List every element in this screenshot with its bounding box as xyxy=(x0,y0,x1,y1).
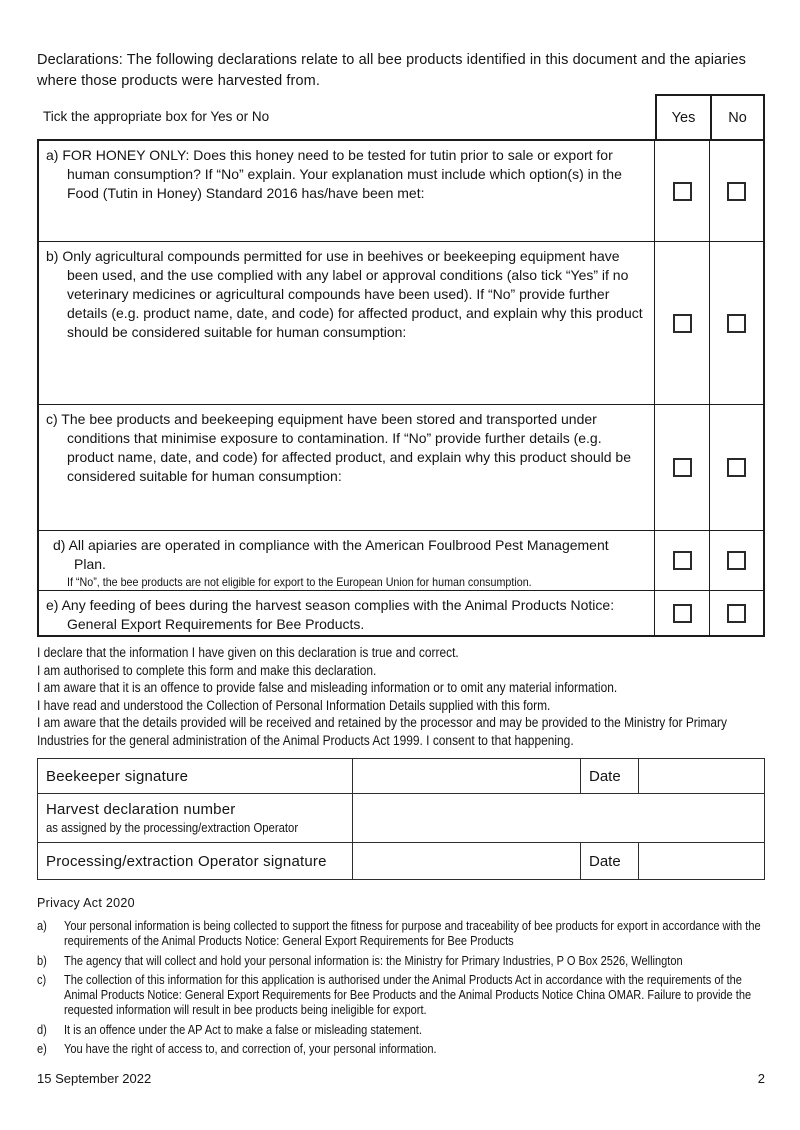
checkbox-e-no[interactable] xyxy=(727,604,746,623)
privacy-item-a-marker: a) xyxy=(37,919,47,933)
privacy-item-b xyxy=(37,954,765,969)
declaration-statement-1: I declare that the information I have given on this declaration is true and correct. xyxy=(37,645,459,660)
footer-date: 15 September 2022 xyxy=(37,1071,152,1086)
privacy-item-a xyxy=(37,919,765,950)
checkbox-c-no[interactable] xyxy=(727,458,746,477)
harvest-declaration-number-label: Harvest declaration number xyxy=(46,801,236,818)
declarations-table xyxy=(37,139,765,637)
signature-table xyxy=(37,758,765,880)
declaration-row-e-text: e) Any feeding of bees during the harvest season complies with the Animal Products Notice: General Export Requirements for Bee Products. xyxy=(39,591,655,635)
footer-page-number: 2 xyxy=(757,1071,765,1086)
declaration-row-a-text: a) FOR HONEY ONLY: Does this honey need to be tested for tutin prior to sale or export for human consumption? If “No” explain. Your explanation must include which option(s) in the Food (Tutin in Honey) Standard 2016 has/have been met: xyxy=(39,141,655,241)
privacy-item-a-text: Your personal information is being collected to support the fitness for purpose and traceability of bee products for export in accordance with the requirements of the Animal Products Notice: General Export Requirements for Bee Products xyxy=(63,919,761,949)
declaration-statements xyxy=(37,644,765,749)
operator-date-field[interactable] xyxy=(639,843,766,879)
harvest-declaration-number-field[interactable] xyxy=(353,794,766,842)
operator-date-label: Date xyxy=(581,843,639,879)
yes-column-header: Yes xyxy=(655,94,710,139)
beekeeper-signature-label: Beekeeper signature xyxy=(38,759,353,793)
tick-instruction: Tick the appropriate box for Yes or No xyxy=(43,109,270,124)
privacy-act-heading: Privacy Act 2020 xyxy=(37,896,135,910)
privacy-item-e-marker: e) xyxy=(37,1042,47,1057)
checkbox-a-yes[interactable] xyxy=(673,182,692,201)
privacy-item-c-text: The collection of this information for this application is authorised under the Animal Products Act in accordance with the requirements of the Animal Products Notice: General Export Requirements for Bee Products and the Animal Products Notice China OMAR. Failure to provide the requested information will result in bee products being ineligible for export. xyxy=(63,972,752,1018)
privacy-item-b-marker: b) xyxy=(37,953,47,968)
declaration-row-d-text: d) All apiaries are operated in compliance with the American Foulbrood Pest Management Plan. xyxy=(53,537,609,572)
declaration-row-e xyxy=(39,590,763,635)
checkbox-a-no[interactable] xyxy=(727,182,746,201)
privacy-item-d-marker: d) xyxy=(37,1022,47,1037)
beekeeper-signature-field[interactable] xyxy=(353,759,581,793)
operator-signature-row xyxy=(38,842,764,879)
privacy-items xyxy=(37,919,765,1057)
harvest-declaration-number-sublabel: as assigned by the processing/extraction Operator xyxy=(46,820,299,835)
privacy-section xyxy=(37,896,765,1057)
checkbox-d-no[interactable] xyxy=(727,551,746,570)
declarations-table-header xyxy=(37,94,765,139)
declaration-row-b-text: b) Only agricultural compounds permitted for use in beehives or beekeeping equipment have been used, and the use complied with any label or approval conditions (also tick “Yes” if no veterinary medicines or agricultural compounds have been used). If “No” provide further details (e.g. product name, date, and code) for affected product, and explain why this product should be considered suitable for human consumption: xyxy=(39,242,655,404)
checkbox-b-no[interactable] xyxy=(727,314,746,333)
declarations-intro: Declarations: The following declarations relate to all bee products identified in this document and the apiaries where those products were harvested from. xyxy=(37,52,746,89)
declaration-row-c-text: c) The bee products and beekeeping equipment have been stored and transported under conditions that minimise exposure to contamination. If “No” provide further details (e.g. product name, date, and code) for affected product, and explain why this product should be considered suitable for human consumption: xyxy=(39,405,655,530)
beekeeper-date-label: Date xyxy=(581,759,639,793)
declaration-statement-5: I am aware that the details provided will be received and retained by the processor and may be provided to the Ministry for Primary Industries for the general administration of the Animal Products Act 1999. I consent to that happening. xyxy=(37,715,727,748)
operator-signature-field[interactable] xyxy=(353,843,581,879)
declaration-statement-3: I am aware that it is an offence to provide false and misleading information or to omit any material information. xyxy=(37,680,618,695)
declaration-row-d xyxy=(39,530,763,590)
harvest-declaration-number-row xyxy=(38,793,764,842)
page-footer xyxy=(37,1071,765,1086)
operator-signature-label: Processing/extraction Operator signature xyxy=(38,843,353,879)
privacy-item-e xyxy=(37,1042,765,1057)
privacy-item-d-text: It is an offence under the AP Act to make a false or misleading statement. xyxy=(63,1022,422,1037)
checkbox-b-yes[interactable] xyxy=(673,314,692,333)
privacy-item-c xyxy=(37,973,765,1019)
form-page xyxy=(37,0,765,1061)
declaration-row-a xyxy=(39,141,763,241)
checkbox-d-yes[interactable] xyxy=(673,551,692,570)
checkbox-e-yes[interactable] xyxy=(673,604,692,623)
declaration-statement-2: I am authorised to complete this form and make this declaration. xyxy=(37,662,377,678)
checkbox-c-yes[interactable] xyxy=(673,458,692,477)
declaration-row-c xyxy=(39,404,763,530)
privacy-item-e-text: You have the right of access to, and correction of, your personal information. xyxy=(63,1042,437,1057)
privacy-item-b-text: The agency that will collect and hold your personal information is: the Ministry for Primary Industries, P O Box 2526, Wellington xyxy=(63,953,683,968)
declaration-row-d-note: If “No”, the bee products are not eligible for export to the European Union for human consumption. xyxy=(67,575,532,589)
beekeeper-date-field[interactable] xyxy=(639,759,766,793)
no-column-header: No xyxy=(710,94,765,139)
privacy-item-d xyxy=(37,1023,765,1038)
privacy-item-c-marker: c) xyxy=(37,972,47,987)
declaration-statement-4: I have read and understood the Collection of Personal Information Details supplied with this form. xyxy=(37,697,551,713)
beekeeper-signature-row xyxy=(38,759,764,793)
declaration-row-b xyxy=(39,241,763,404)
